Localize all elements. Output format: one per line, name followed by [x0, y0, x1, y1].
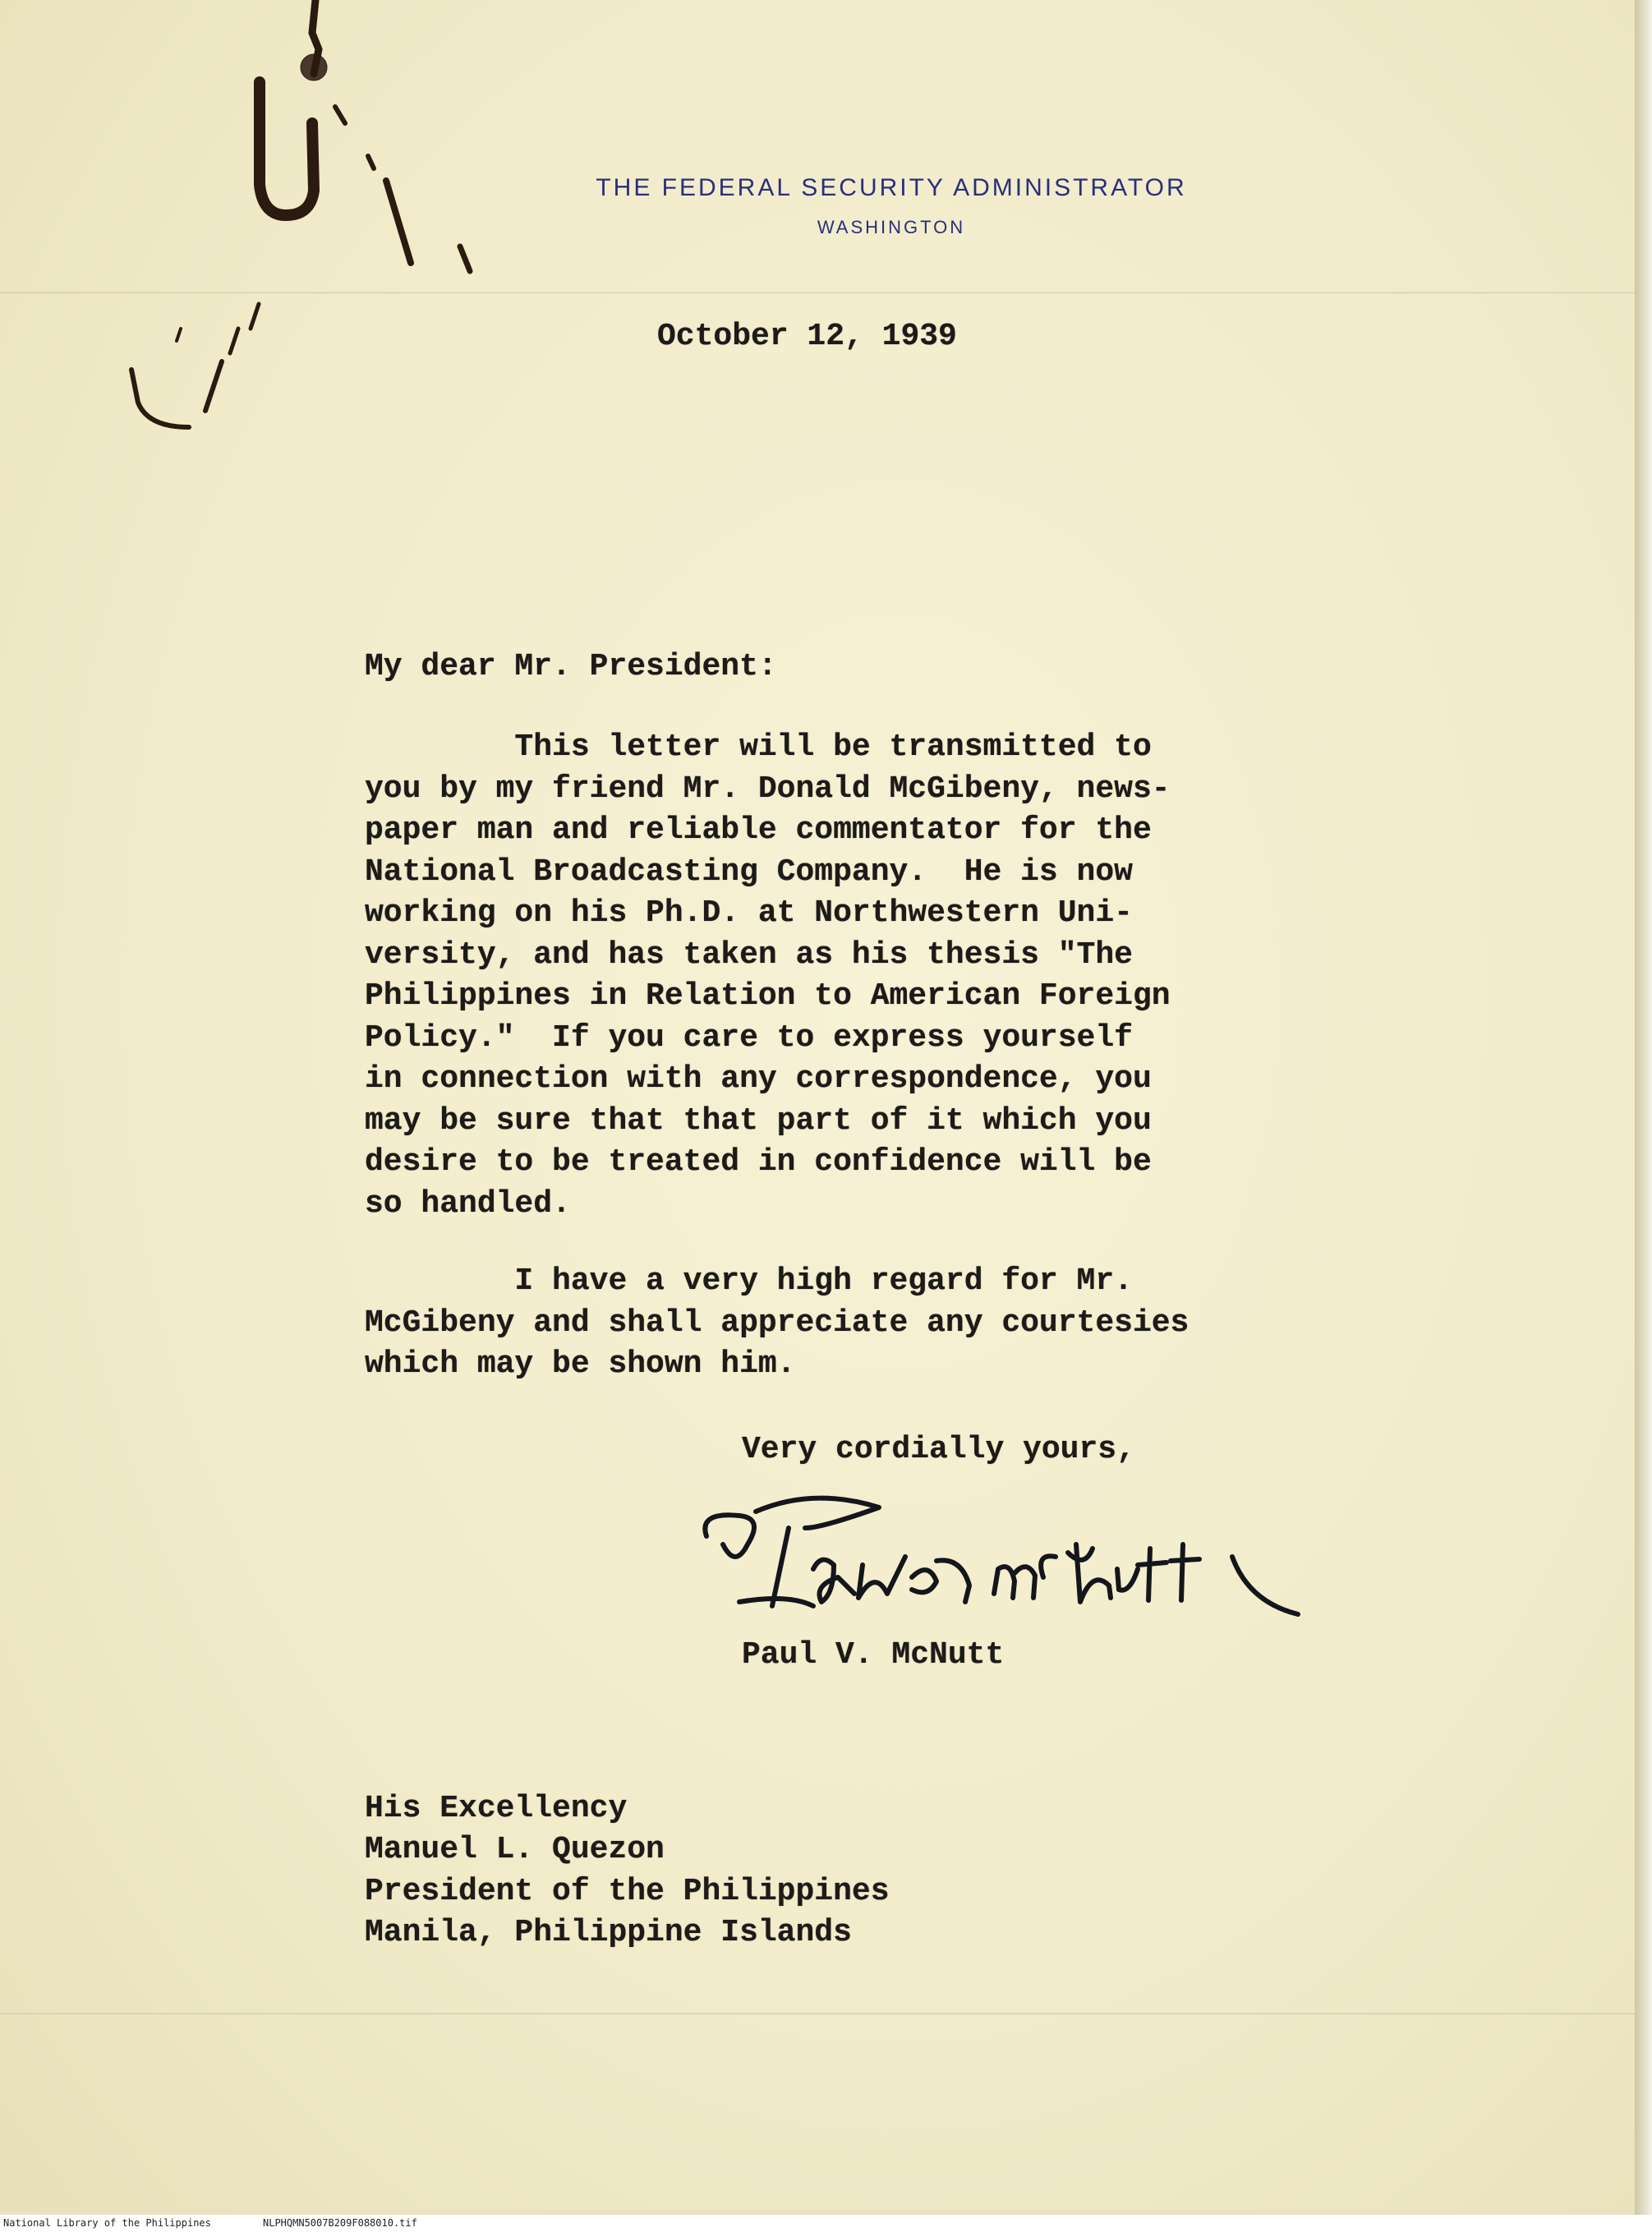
addressee-line: His Excellency — [365, 1790, 628, 1826]
salutation: My dear Mr. President: — [365, 649, 777, 684]
addressee-line: Manila, Philippine Islands — [365, 1915, 852, 1950]
addressee-line: Manuel L. Quezon — [365, 1832, 665, 1867]
closing: Very cordially yours, — [742, 1432, 1135, 1467]
handwritten-signature — [690, 1479, 1372, 1635]
letterhead-title: THE FEDERAL SECURITY ADMINISTRATOR — [596, 174, 1187, 201]
footer-library: National Library of the Philippines — [3, 2217, 211, 2229]
body-paragraph: This letter will be transmitted to you by my friend Mr. Donald McGibeny, news- paper man and reliable commentator for the National Broadcasting Company. He is now working on his Ph.D. at Northwestern Uni- versity, and has taken as his thesis "The Philippines in Relation to American Foreign Policy." If you care to express yourself in connection with any correspondence, you may be sure that that part of it which you desire to be treated in confidence will be so handled. — [365, 729, 1171, 1222]
scan-edge — [1635, 0, 1652, 2232]
scan-footer — [0, 2215, 1652, 2232]
letterhead-city: WASHINGTON — [817, 217, 966, 237]
addressee-line: President of the Philippines — [365, 1873, 890, 1909]
signer-name: Paul V. McNutt — [742, 1637, 1005, 1673]
letter-date: October 12, 1939 — [657, 319, 957, 354]
body-paragraph: I have a very high regard for Mr. McGibeny and shall appreciate any courtesies which may be shown him. — [365, 1263, 1190, 1382]
addressee-block — [365, 1746, 890, 2037]
footer-filename: NLPHQMN5007B209F088010.tif — [263, 2217, 417, 2229]
